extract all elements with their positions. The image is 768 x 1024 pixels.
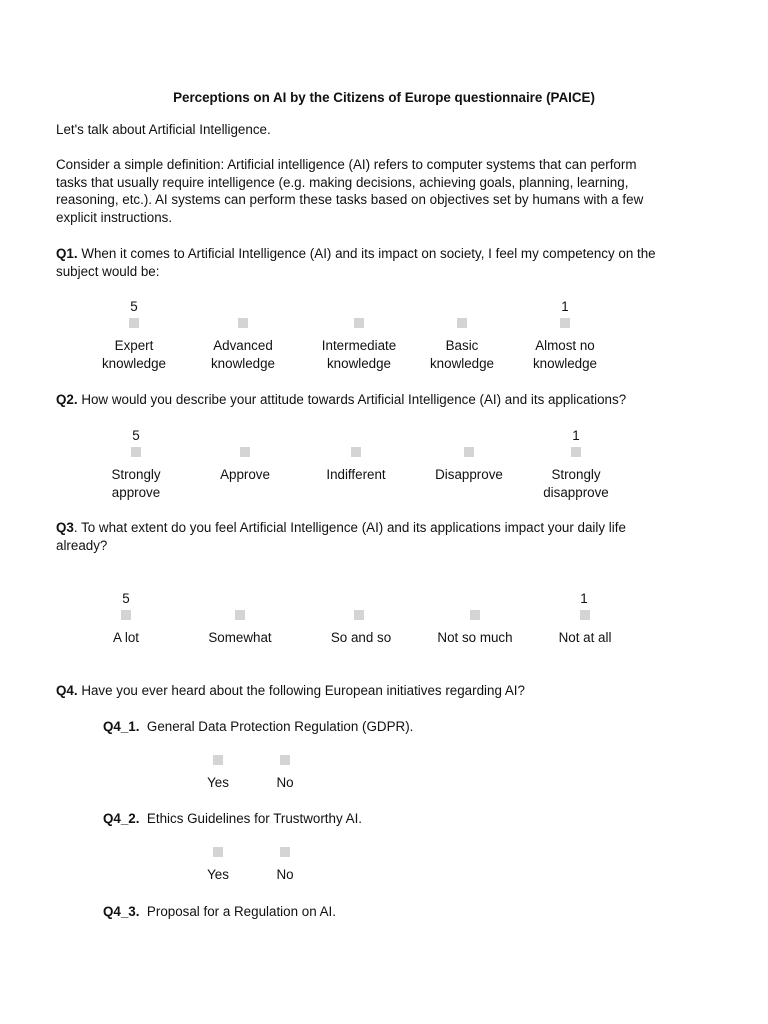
q1-option-3-label: Intermediate knowledge (321, 338, 397, 371)
intro-text: Let's talk about Artificial Intelligence. (56, 122, 271, 137)
q4-2-question (103, 810, 703, 828)
q2-option-5-checkbox[interactable] (571, 447, 581, 457)
q3-question (56, 519, 716, 554)
q1-number: Q1. (56, 246, 78, 261)
q1-text-line2: subject would be: (56, 263, 160, 279)
q4-1-number: Q4_1. (103, 719, 140, 734)
definition-paragraph (56, 156, 716, 226)
q4-1-yes-checkbox[interactable] (213, 755, 223, 765)
q2-option-3-label: Indifferent (326, 467, 386, 482)
q4-2-no-label: No (276, 867, 294, 882)
q4-2-number: Q4_2. (103, 811, 140, 826)
q3-option-5-checkbox[interactable] (580, 610, 590, 620)
q4-2-no-checkbox[interactable] (280, 847, 290, 857)
q3-option-2-checkbox[interactable] (235, 610, 245, 620)
q1-option-5-label: Almost no knowledge (532, 338, 598, 371)
q1-option-2-label: Advanced knowledge (210, 338, 276, 371)
q2-option-1-label: Strongly approve (111, 467, 161, 500)
q3-option-3-label: So and so (330, 630, 392, 645)
q3-option-1-checkbox[interactable] (121, 610, 131, 620)
q2-option-3-checkbox[interactable] (351, 447, 361, 457)
q1-option-1-label: Expert knowledge (101, 338, 167, 371)
q4-1-no-checkbox[interactable] (280, 755, 290, 765)
definition-line: Consider a simple definition: Artificial intelligence (AI) refers to computer systems that can perform (56, 157, 637, 172)
q1-option-4-checkbox[interactable] (457, 318, 467, 328)
q4-1-no-label: No (276, 775, 294, 790)
q2-scale-low: 1 (572, 428, 580, 443)
q4-number: Q4. (56, 683, 78, 698)
definition-line: explicit instructions. (56, 209, 173, 225)
q2-option-4-checkbox[interactable] (464, 447, 474, 457)
q3-scale-high: 5 (122, 591, 130, 606)
q1-option-1-checkbox[interactable] (129, 318, 139, 328)
q4-question (56, 682, 716, 700)
q2-option-1-checkbox[interactable] (131, 447, 141, 457)
page-title: Perceptions on AI by the Citizens of Europe questionnaire (PAICE) (173, 90, 595, 105)
q1-scale-low: 1 (561, 299, 569, 314)
q3-text-line2: already? (56, 537, 108, 553)
q4-1-question (103, 718, 703, 736)
q2-option-2-checkbox[interactable] (240, 447, 250, 457)
q4-3-question (103, 903, 703, 921)
q2-question (56, 391, 716, 409)
q2-option-5-label: Strongly disapprove (543, 467, 609, 500)
q4-2-yes-checkbox[interactable] (213, 847, 223, 857)
q4-3-text: Proposal for a Regulation on AI. (139, 904, 337, 919)
q1-option-5-checkbox[interactable] (560, 318, 570, 328)
q3-number: Q3 (56, 520, 74, 535)
q1-scale-high: 5 (130, 299, 138, 314)
q1-text: When it comes to Artificial Intelligence (AI) and its impact on society, I feel my competency on the (77, 246, 656, 261)
q1-question (56, 245, 716, 280)
q2-scale-high: 5 (132, 428, 140, 443)
q4-2-text: Ethics Guidelines for Trustworthy AI. (139, 811, 363, 826)
q2-number: Q2. (56, 392, 78, 407)
q2-option-2-label: Approve (220, 467, 270, 482)
q3-option-4-label: Not so much (437, 630, 513, 645)
q1-option-2-checkbox[interactable] (238, 318, 248, 328)
q3-option-3-checkbox[interactable] (354, 610, 364, 620)
q3-option-5-label: Not at all (558, 630, 612, 645)
q3-option-4-checkbox[interactable] (470, 610, 480, 620)
q3-scale-low: 1 (580, 591, 588, 606)
q3-text: . To what extent do you feel Artificial Intelligence (AI) and its applications impact your daily life (73, 520, 626, 535)
q4-1-text: General Data Protection Regulation (GDPR). (139, 719, 414, 734)
definition-line: tasks that usually require intelligence (e.g. making decisions, achieving goals, planning, learning, (56, 174, 629, 190)
q4-text: Have you ever heard about the following European initiatives regarding AI? (77, 683, 525, 698)
q1-option-4-label: Basic knowledge (429, 338, 495, 371)
q1-option-3-checkbox[interactable] (354, 318, 364, 328)
q4-2-yes-label: Yes (207, 867, 229, 882)
q4-3-number: Q4_3. (103, 904, 140, 919)
q2-text: How would you describe your attitude towards Artificial Intelligence (AI) and its applications? (77, 392, 627, 407)
q4-1-yes-label: Yes (207, 775, 229, 790)
q3-option-1-label: A lot (112, 630, 140, 645)
q3-option-2-label: Somewhat (208, 630, 272, 645)
q2-option-4-label: Disapprove (435, 467, 503, 482)
definition-line: reasoning, etc.). AI systems can perform these tasks based on objectives set by humans with a few (56, 192, 644, 207)
